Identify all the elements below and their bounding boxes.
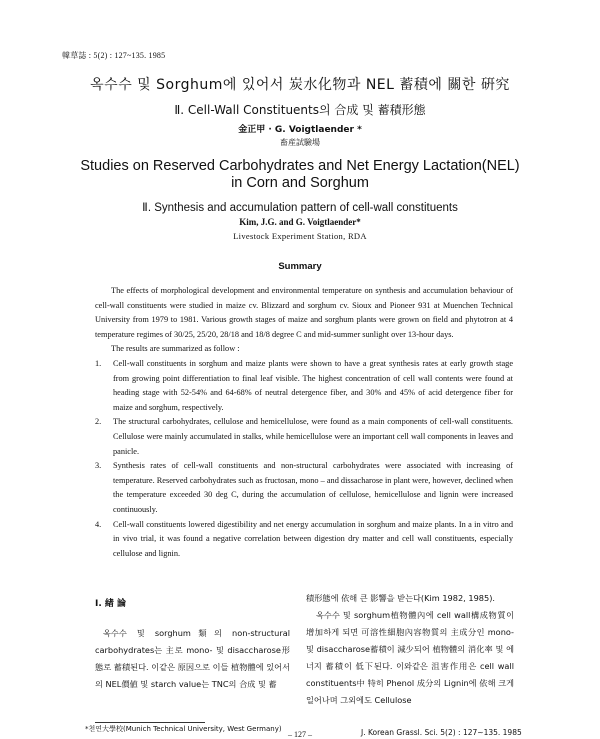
english-title-line2: in Corn and Sorghum (231, 175, 369, 191)
footnote: *천연大學校(Munich Technical University, West Germany) (85, 725, 282, 733)
korean-title-line2: Ⅱ. Cell-Wall Constituents의 合成 및 蓄積形態 (174, 103, 426, 117)
list-text: Synthesis rates of cell-wall constituents and non-structural carbohydrates were associated with increasing of temperature. Reserved carbohydrates such as fructosan, mono – and dissacharose in plant were, however, declined when the temperature exceeded 30 deg C, during the accumulation of cellulose, hemicellulose and lignin were increased continuously. (113, 461, 513, 514)
summary-paragraph: The results are summarized as follow : (111, 344, 240, 354)
footnote-divider (95, 722, 205, 723)
section-heading-introduction: Ⅰ. 緖 論 (95, 599, 127, 609)
list-text: Cell-wall constituents in sorghum and maize plants were shown to have a great synthesis rates at early growth stage from growing point differentiation to final leaf visible. The highest concentration of cell wall contents were found at heading stage with 52-54% and 64-68% of neutral detergence fiber, and 30% and 45% of acid detergence fiber for maize and sorghum, respectively. (113, 358, 513, 412)
list-item (95, 459, 513, 517)
english-title (0, 158, 600, 192)
korean-authors: 金正甲 · G. Voigtlaender * (238, 125, 362, 135)
intro-paragraph-left: 옥수수 및 sorghum類의 non-structural carbohydrates는 主로 mono- 및 disaccharose形態로 蓄積된다. 이같은 原因으로 이들 植物體에 있어서의 NEL價値 및 starch value는 TNC의 合成 및 蓄 (95, 628, 290, 689)
english-title-line1: Studies on Reserved Carbohydrates and Net Energy Lactation(NEL) (80, 158, 520, 174)
english-authors: Kim, J.G. and G. Voigtlaender* (239, 217, 361, 227)
summary-body (95, 284, 513, 561)
page-number: – 127 – (288, 730, 312, 739)
intro-paragraph-right-2: 옥수수 및 sorghum植物體內에 cell wall構成物質이 增加하게 되면 可溶性細胞內容物質의 主成分인 mono- 및 disaccharose蓄積이 減少되어 植物體의 消化率 및 에너지 蓄積이 低下된다. 이와같은 沮害作用은 cell wall constituents中 特히 Phenol 成分의 Lignin에 依해 크게 일어나며 그외에도 Cellulose (306, 610, 514, 705)
summary-paragraph: The effects of morphological development and environmental temperature on synthesis and accumulation behaviour of cell-wall constituents were studied in maize cv. Blizzard and sorghum cv. Sioux and Pioneer 931 at Muenchen Technical University from 1979 to 1981. Various growth stages of maize and sorghum plants were grown on field and phytotron at 4 temperature regimes of 30/25, 25/20, 28/18 and 18/8 degree C and mid-summer sunlight over 13-hour days. (95, 286, 513, 339)
list-text: The structural carbohydrates, cellulose and hemicellulose, were found as a main components of cell-wall constituents. Cellulose were mainly accumulated in stalks, while hemicellulose were an important cell wall components in leaves and panicle. (113, 417, 513, 456)
intro-paragraph-right-1: 積形態에 依해 큰 影響을 받는다(Kim 1982, 1985). (306, 593, 495, 603)
summary-heading: Summary (278, 261, 322, 272)
list-text: Cell-wall constituents lowered digestibility and net energy accumulation in sorghum and maize plants. In a in vitro and in vivo trial, it was found a negative correlation between digestion dry matter and cell wall constituents, especially cellulose and lignin. (113, 519, 513, 558)
intro-left-column (95, 590, 290, 693)
list-number: 2. (95, 417, 102, 427)
list-number: 1. (95, 358, 102, 368)
results-list (95, 357, 513, 561)
english-affiliation: Livestock Experiment Station, RDA (233, 231, 367, 241)
journal-reference: 韓草誌 : 5(2) : 127~135. 1985 (62, 51, 166, 60)
korean-title-line1: 옥수수 및 Sorghum에 있어서 炭水化物과 NEL 蓄積에 關한 硏究 (90, 77, 510, 93)
english-subtitle: Ⅱ. Synthesis and accumulation pattern of cell-wall constituents (142, 202, 458, 214)
list-item (95, 415, 513, 459)
korean-affiliation: 畜産試驗場 (280, 138, 320, 147)
list-number: 4. (95, 519, 102, 529)
list-number: 3. (95, 461, 102, 471)
list-item (95, 518, 513, 562)
footer-journal: J. Korean Grassl. Sci. 5(2) : 127~135. 1985 (361, 728, 522, 737)
intro-right-column (306, 590, 514, 709)
list-item (95, 357, 513, 415)
